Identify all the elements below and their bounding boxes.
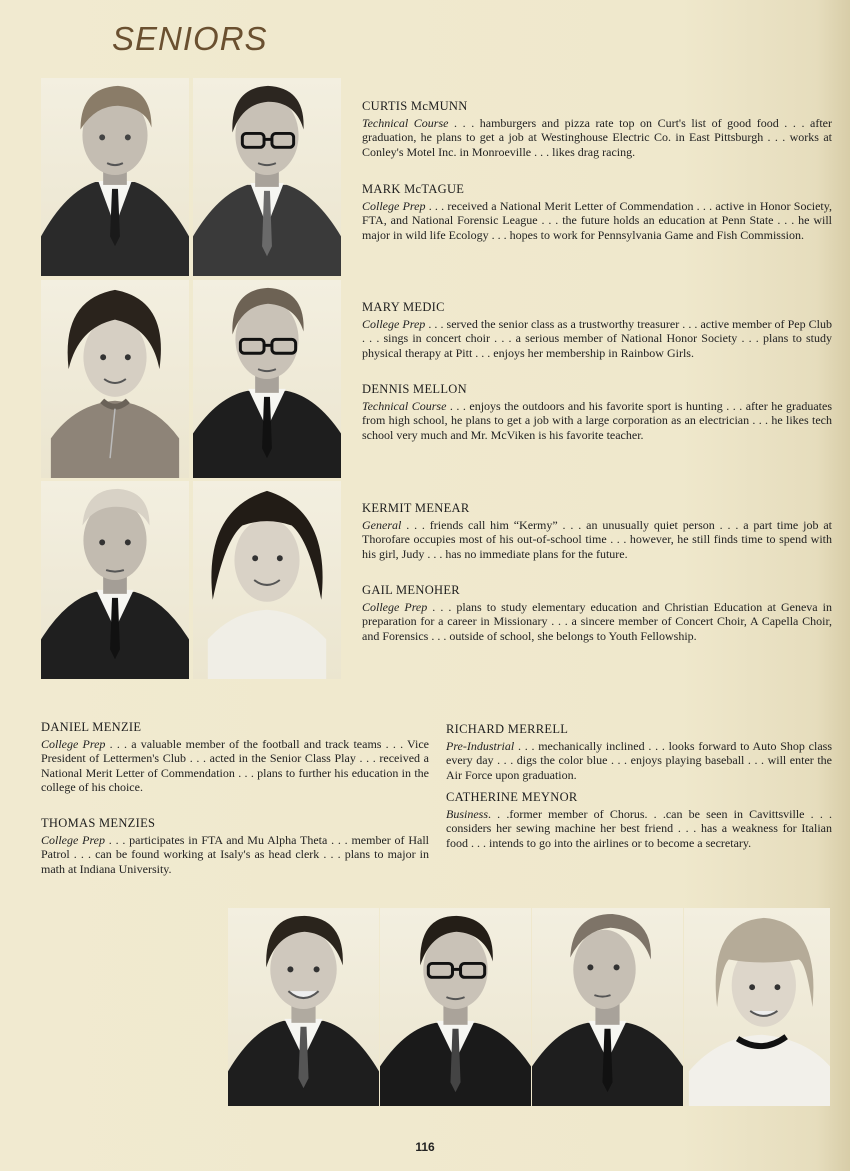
senior-name: RICHARD MERRELL	[446, 722, 569, 736]
senior-bio	[446, 722, 832, 782]
bio-text: . . . hamburgers and pizza rate top on Curt's list of good food . . . after graduation, he plans to get a job at Westinghouse Electric Co. in East Pittsburgh . . . works at Conley's Motel Inc. in Monroeville . . . likes drag racing.	[362, 116, 832, 159]
course-label: Business	[446, 807, 488, 822]
course-label: College Prep	[41, 737, 106, 752]
portrait-photo	[380, 908, 531, 1106]
portrait-photo	[41, 481, 189, 679]
senior-name: DENNIS MELLON	[362, 382, 467, 396]
course-label: General	[362, 518, 402, 533]
portrait-photo	[41, 78, 189, 276]
senior-bio	[362, 182, 832, 242]
bio-text: . . . plans to study elementary education and Christian Education at Geneva in preparation for a career in Missionary . . . a sincere member of Concert Choir, A Capella Choir, and Forensics . . . outside of school, she belongs to Youth Fellowship.	[362, 600, 832, 643]
bio-text: . . . a valuable member of the football and track teams . . . Vice President of Lettermen's Club . . . acted in the Senior Class Play . . . received a National Merit Letter of Commendation . . . plans to further his education in the college of his choice.	[41, 737, 429, 794]
senior-bio	[41, 816, 429, 876]
portrait-photo	[193, 78, 341, 276]
course-label: Technical Course	[362, 399, 447, 414]
page-number: 116	[415, 1140, 435, 1154]
bio-text: . . . received a National Merit Letter of Commendation . . . active in Honor Society, FTA, and National Forensic League . . . the future holds an education at Penn State . . . he will major in wild life Ecology . . . hopes to work for Pennsylvania Game and Fish Commission.	[362, 199, 832, 242]
senior-bio	[362, 300, 832, 360]
portrait-photo	[193, 481, 341, 679]
senior-name: CURTIS McMUNN	[362, 99, 468, 113]
bio-text: . . .former member of Chorus. . .can be seen in Cavittsville . . . considers her sewing machine her best friend . . . has a weakness for Italian food . . . intends to go into the airlines or to become a secretary.	[446, 807, 832, 850]
bio-text: . . . mechanically inclined . . . looks forward to Auto Shop class every day . . . digs the color blue . . . enjoys playing baseball . . . will enter the Air Force upon graduation.	[446, 739, 832, 782]
senior-name: MARK McTAGUE	[362, 182, 465, 196]
portrait-photo	[41, 280, 189, 478]
bio-text: . . . enjoys the outdoors and his favorite sport is hunting . . . after he graduates from high school, he plans to get a job with a large corporation as an electrician . . . he likes tech school very much and Mr. McViken is his favorite teacher.	[362, 399, 832, 442]
page-title: SENIORS	[112, 20, 268, 57]
course-label: College Prep	[362, 317, 426, 332]
senior-bio	[362, 382, 832, 442]
course-label: Pre-Industrial	[446, 739, 515, 754]
portrait-photo	[228, 908, 379, 1106]
portrait-photo	[684, 908, 830, 1106]
senior-name: GAIL MENOHER	[362, 583, 460, 597]
senior-bio	[362, 99, 832, 159]
senior-name: CATHERINE MEYNOR	[446, 790, 578, 804]
course-label: College Prep	[362, 600, 428, 615]
senior-bio	[362, 501, 832, 561]
course-label: College Prep	[362, 199, 426, 214]
portrait-photo	[532, 908, 683, 1106]
course-label: Technical Course	[362, 116, 449, 131]
portrait-photo	[193, 280, 341, 478]
senior-name: KERMIT MENEAR	[362, 501, 470, 515]
senior-name: THOMAS MENZIES	[41, 816, 156, 830]
senior-bio	[362, 583, 832, 643]
bio-text: . . . served the senior class as a trustworthy treasurer . . . active member of Pep Club . . . sings in concert choir . . . a serious member of National Honor Society . . . plans to study physical therapy at Pitt . . . enjoys her membership in Rainbow Girls.	[362, 317, 832, 360]
bio-text: . . . friends call him “Kermy” . . . an unusually quiet person . . . a part time job at Thorofare occupies most of his out-of-school time . . . however, he still finds time to spend with his girl, Judy . . . has no immediate plans for the future.	[362, 518, 832, 561]
senior-bio	[446, 790, 832, 850]
course-label: College Prep	[41, 833, 105, 848]
senior-name: DANIEL MENZIE	[41, 720, 142, 734]
senior-bio	[41, 720, 429, 794]
bio-text: . . . participates in FTA and Mu Alpha Theta . . . member of Hall Patrol . . . can be found working at Isaly's as head clerk . . . plans to major in math at Indiana University.	[41, 833, 429, 876]
senior-name: MARY MEDIC	[362, 300, 445, 314]
